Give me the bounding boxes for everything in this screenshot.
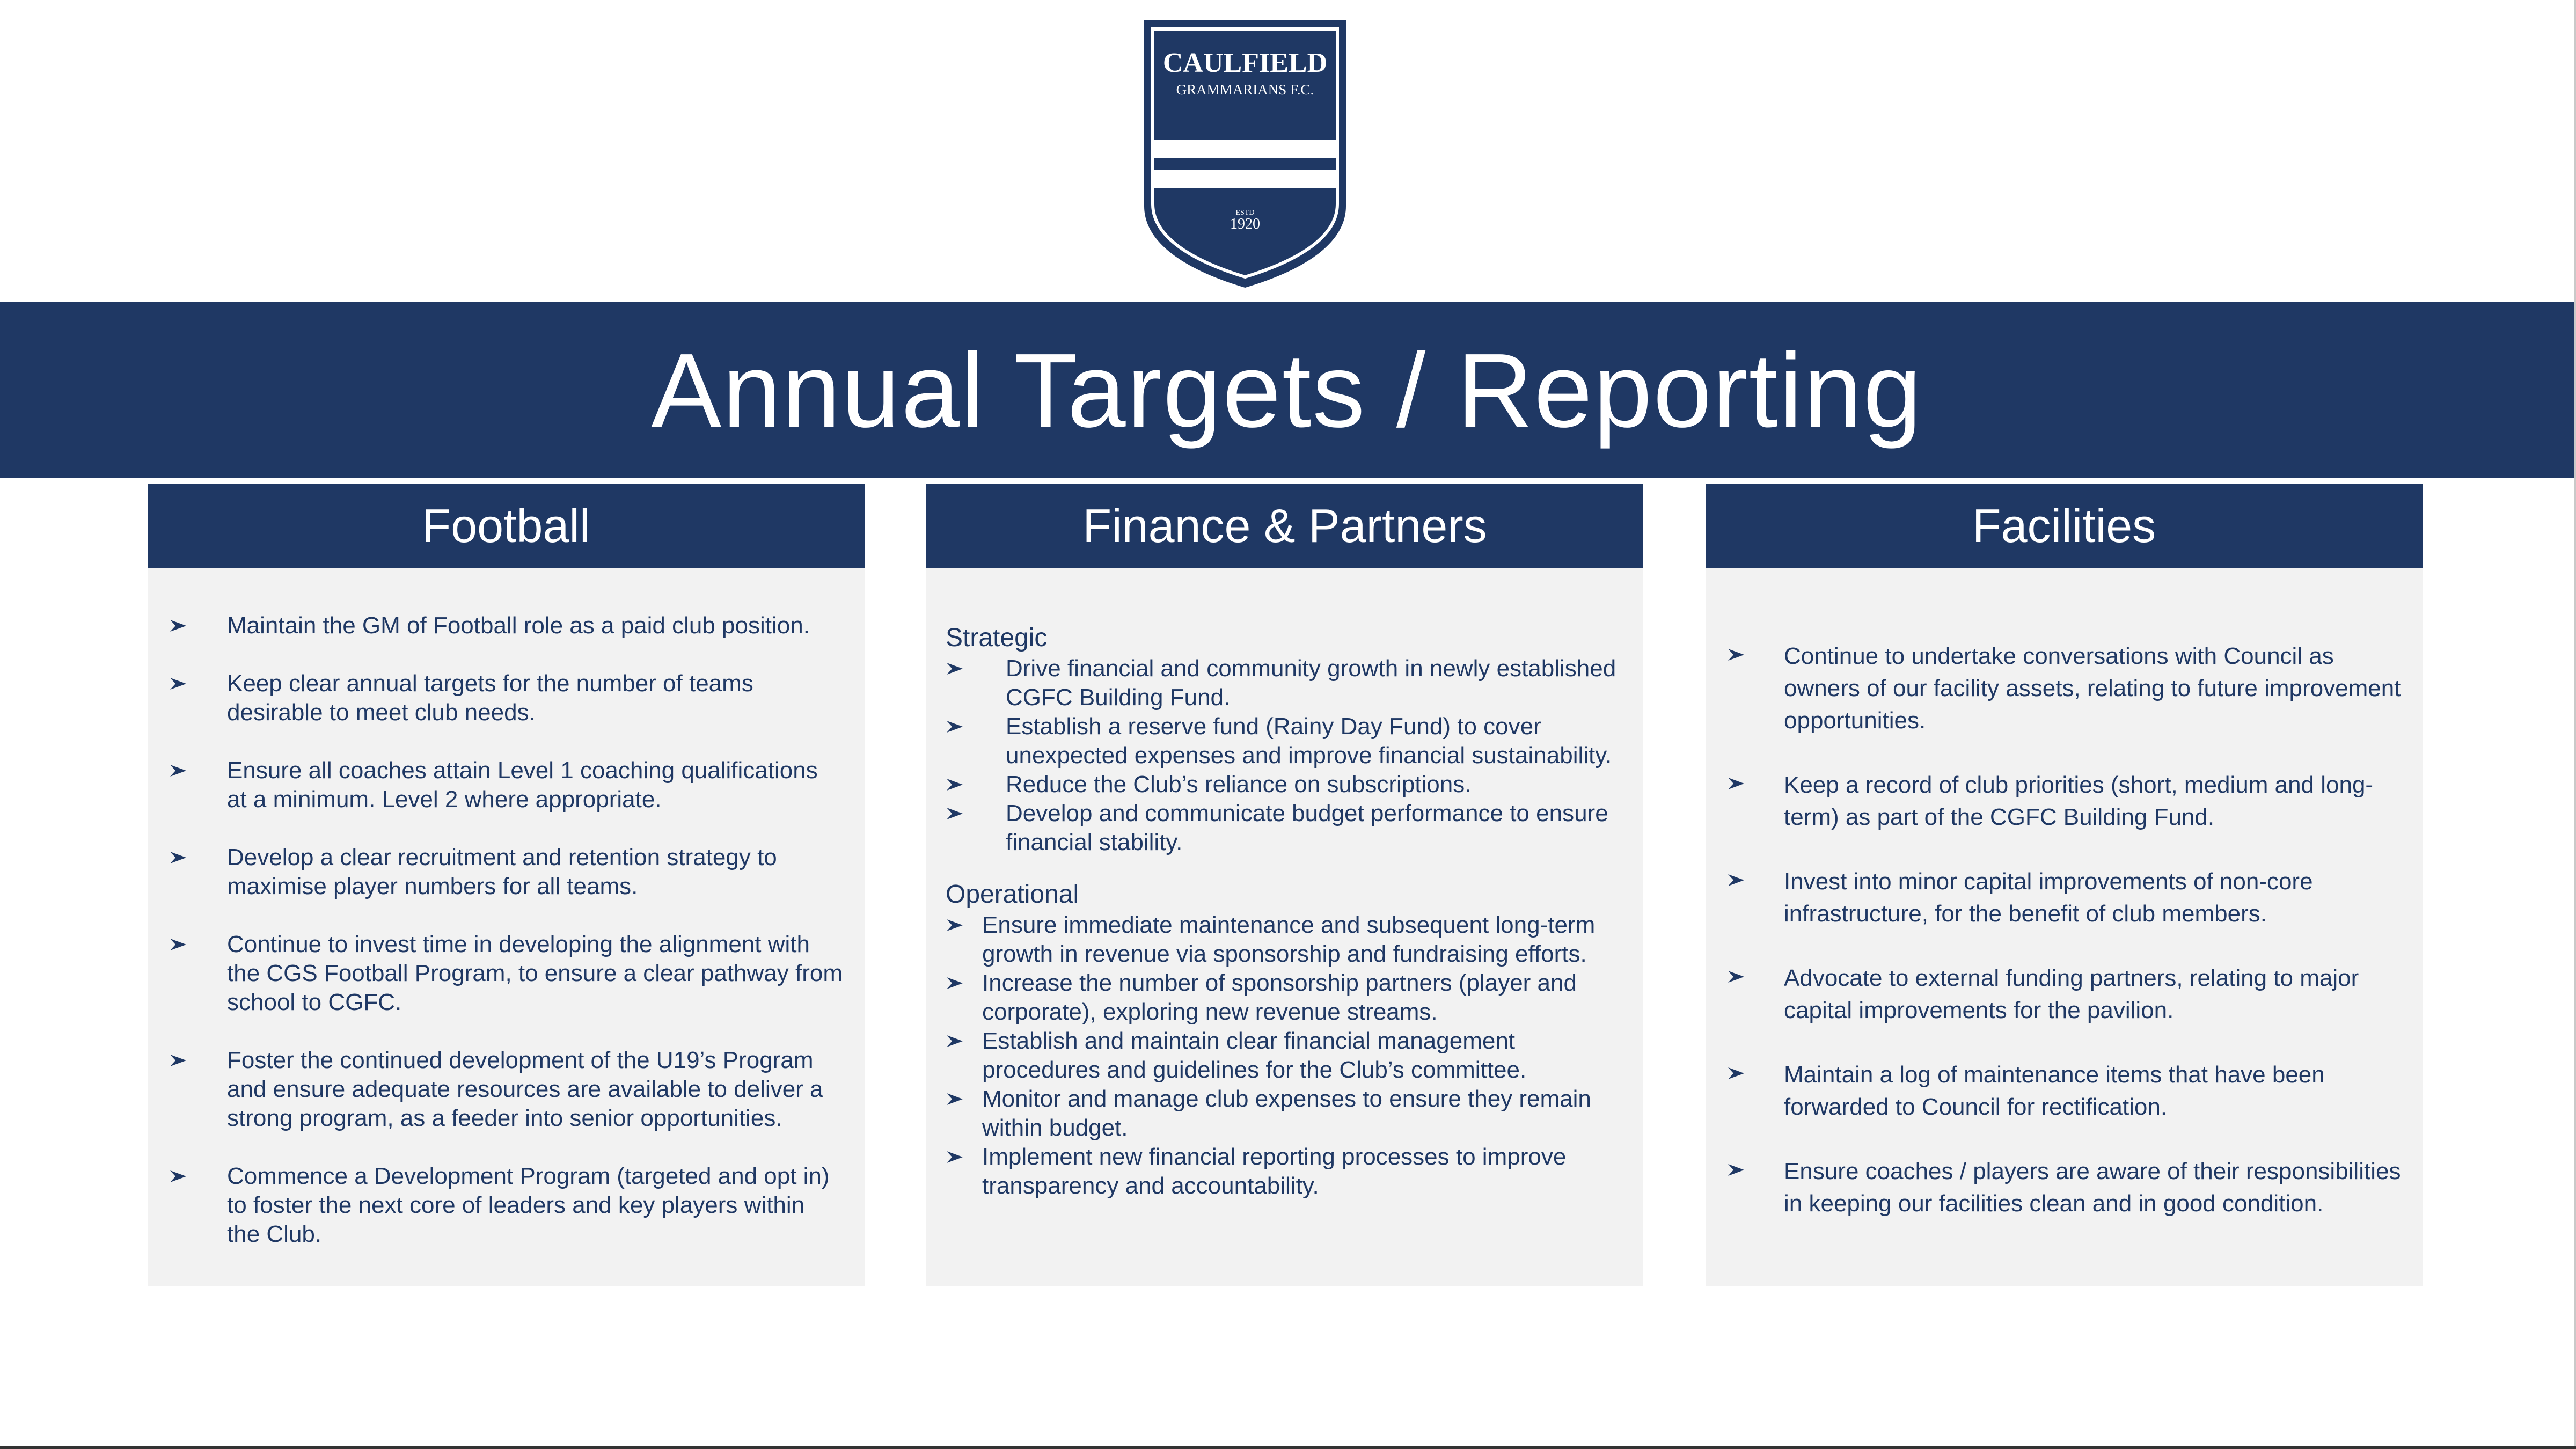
strategic-list — [946, 654, 1627, 857]
list-item — [1727, 1059, 2406, 1123]
football-body — [148, 611, 865, 1249]
list-item — [946, 911, 1627, 969]
list-item — [1727, 640, 2406, 737]
list-item-text: Develop and communicate budget performance to ensure financial stability. — [1006, 800, 1608, 855]
facilities-column — [1706, 484, 2423, 1286]
list-item — [946, 654, 1627, 712]
arrow-bullet-icon — [1727, 648, 1745, 662]
list-item — [169, 756, 843, 814]
arrow-bullet-icon — [169, 1169, 187, 1183]
arrow-bullet-icon — [169, 764, 187, 778]
list-item — [169, 1162, 843, 1249]
list-item — [946, 1143, 1627, 1201]
arrow-bullet-icon — [169, 851, 187, 865]
operational-label: Operational — [946, 880, 1079, 909]
list-item-text: Ensure coaches / players are aware of their responsibilities in keeping our facilities clean and in good condition. — [1784, 1158, 2401, 1217]
list-item-text: Maintain a log of maintenance items that have been forwarded to Council for rectification. — [1784, 1062, 2325, 1120]
list-item — [946, 770, 1627, 799]
facilities-header — [1706, 484, 2423, 568]
list-item-text: Ensure immediate maintenance and subsequent long-term growth in revenue via sponsorship and fundraising efforts. — [982, 912, 1596, 967]
operational-list — [946, 911, 1627, 1201]
crest-stripe-top — [1153, 140, 1337, 158]
arrow-bullet-icon — [946, 1150, 964, 1164]
crest-stripe-bottom — [1153, 170, 1337, 188]
list-item-text: Commence a Development Program (targeted and opt in) to foster the next core of leaders and key players within the Club. — [227, 1163, 830, 1247]
list-item-text: Continue to undertake conversations with Council as owners of our facility assets, relating to future improvement opportunities. — [1784, 643, 2401, 734]
arrow-bullet-icon — [1727, 970, 1745, 984]
list-item — [169, 1046, 843, 1133]
list-item-text: Maintain the GM of Football role as a paid club position. — [227, 612, 810, 639]
list-item-text: Monitor and manage club expenses to ensure they remain within budget. — [982, 1086, 1591, 1141]
football-header — [148, 484, 865, 568]
crest-estd: ESTD — [1235, 209, 1255, 217]
finance-title: Finance & Partners — [1082, 499, 1487, 552]
list-item-text: Ensure all coaches attain Level 1 coaching qualifications at a minimum. Level 2 where appropriate. — [227, 757, 818, 813]
list-item-text: Keep clear annual targets for the number of teams desirable to meet club needs. — [227, 670, 753, 726]
list-item — [1727, 1155, 2406, 1220]
list-item — [946, 1085, 1627, 1143]
list-item-text: Advocate to external funding partners, relating to major capital improvements for the pavilion. — [1784, 965, 2359, 1023]
list-item-text: Establish and maintain clear financial management procedures and guidelines for the Club’s committee. — [982, 1028, 1527, 1083]
arrow-bullet-icon — [946, 976, 964, 990]
list-item — [946, 969, 1627, 1027]
arrow-bullet-icon — [1727, 777, 1745, 791]
football-column — [148, 484, 865, 1286]
list-item-text: Establish a reserve fund (Rainy Day Fund) to cover unexpected expenses and improve financial sustainability. — [1006, 713, 1612, 769]
facilities-list — [1727, 640, 2406, 1220]
arrow-bullet-icon — [1727, 1066, 1745, 1080]
arrow-bullet-icon — [946, 778, 964, 792]
arrow-bullet-icon — [1727, 873, 1745, 887]
arrow-bullet-icon — [169, 938, 187, 952]
arrow-bullet-icon — [946, 1092, 964, 1106]
strategic-label: Strategic — [946, 624, 1048, 652]
list-item-text: Drive financial and community growth in newly established CGFC Building Fund. — [1006, 655, 1616, 711]
arrow-bullet-icon — [946, 807, 964, 821]
arrow-bullet-icon — [169, 677, 187, 691]
facilities-body — [1706, 640, 2423, 1220]
list-item-text: Keep a record of club priorities (short, medium and long-term) as part of the CGFC Building Fund. — [1784, 772, 2374, 830]
arrow-bullet-icon — [946, 1034, 964, 1048]
list-item-text: Implement new financial reporting processes to improve transparency and accountability. — [982, 1144, 1567, 1199]
list-item — [169, 930, 843, 1017]
arrow-bullet-icon — [1727, 1163, 1745, 1177]
list-item — [946, 799, 1627, 857]
list-item — [169, 843, 843, 901]
title-banner — [0, 302, 2574, 478]
list-item-text: Continue to invest time in developing the alignment with the CGS Football Program, to ensure a clear pathway from school to CGFC. — [227, 931, 843, 1015]
list-item — [946, 712, 1627, 770]
finance-header — [926, 484, 1643, 568]
arrow-bullet-icon — [169, 619, 187, 633]
page-right-edge — [2574, 0, 2576, 1449]
list-item-text: Foster the continued development of the U19’s Program and ensure adequate resources are available to deliver a strong program, as a feeder into senior opportunities. — [227, 1047, 823, 1131]
football-list — [169, 611, 843, 1249]
arrow-bullet-icon — [946, 720, 964, 734]
arrow-bullet-icon — [946, 662, 964, 676]
list-item — [946, 1027, 1627, 1085]
list-item — [169, 669, 843, 727]
finance-body — [926, 622, 1643, 1201]
finance-partners-column — [926, 484, 1643, 1286]
list-item-text: Develop a clear recruitment and retention strategy to maximise player numbers for all teams. — [227, 844, 777, 899]
list-item — [1727, 962, 2406, 1027]
crest-year: 1920 — [1230, 216, 1260, 232]
list-item — [1727, 769, 2406, 833]
arrow-bullet-icon — [946, 918, 964, 932]
crest-subname: GRAMMARIANS F.C. — [1176, 82, 1314, 98]
list-item — [169, 611, 843, 640]
list-item-text: Invest into minor capital improvements of non-core infrastructure, for the benefit of club members. — [1784, 868, 2313, 927]
club-crest-logo — [1142, 18, 1348, 289]
football-title: Football — [422, 499, 590, 552]
crest-name: CAULFIELD — [1162, 48, 1328, 78]
list-item-text: Increase the number of sponsorship partners (player and corporate), exploring new revenue streams. — [982, 970, 1577, 1025]
arrow-bullet-icon — [169, 1053, 187, 1067]
list-item-text: Reduce the Club’s reliance on subscriptions. — [1006, 771, 1472, 797]
facilities-title: Facilities — [1972, 499, 2156, 552]
list-item — [1727, 866, 2406, 930]
page-bottom-edge — [0, 1446, 2576, 1449]
page-title: Annual Targets / Reporting — [651, 331, 1923, 449]
